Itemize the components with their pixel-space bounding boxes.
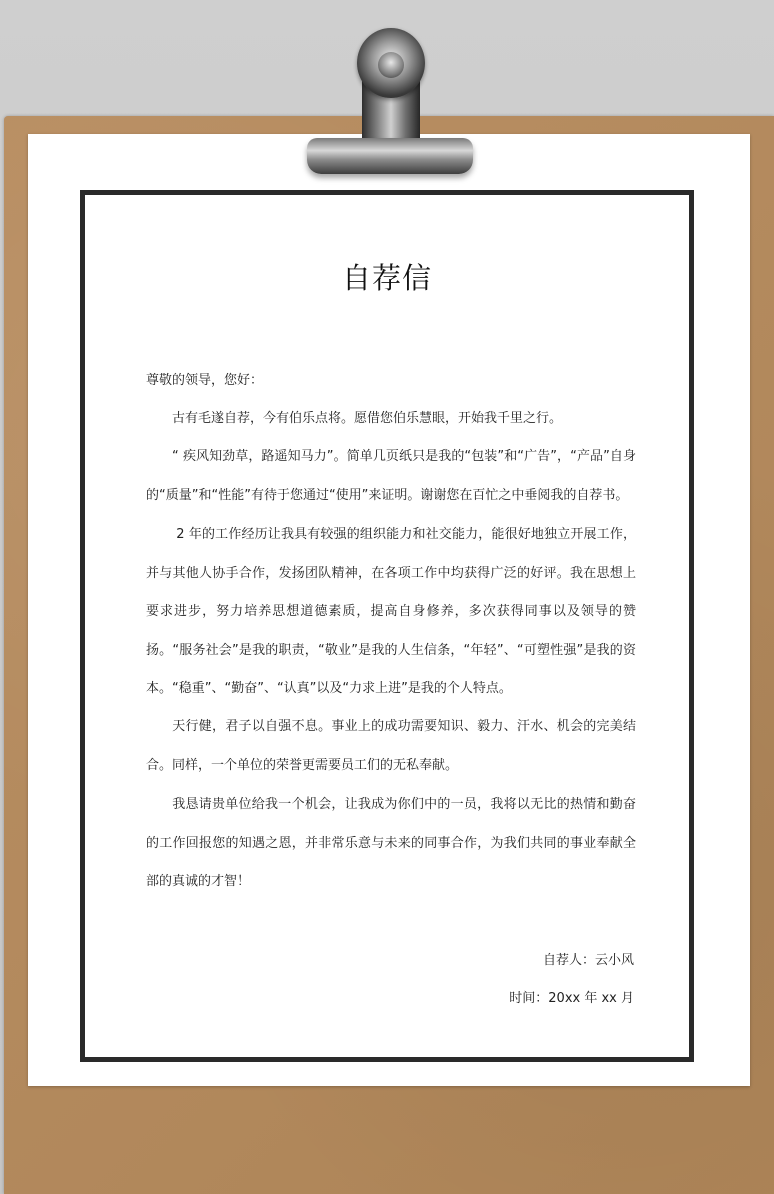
- binder-clip-rivet: [378, 52, 404, 78]
- letter-date: 时间：20xx 年 xx 月: [509, 991, 634, 1006]
- letter-paragraph: 古有毛遂自荐，今有伯乐点将。愿借您伯乐慧眼，开始我千里之行。: [172, 411, 563, 426]
- letter-paragraph: 我恳请贵单位给我一个机会，让我成为你们中的一员，我将以无比的热情和勤奋的工作回报您的知遇之恩，并非常乐意与未来的同事合作，为我们共同的事业奉献全部的真诚的才智！: [146, 797, 636, 889]
- letter-paragraph: 2 年的工作经历让我具有较强的组织能力和社交能力，能很好地独立开展工作，并与其他人协手合作，发扬团队精神，在各项工作中均获得广泛的好评。我在思想上要求进步，努力培养思想道德素质，提高自身修养，多次获得同事以及领导的赞扬。“服务社会”是我的职责，“敬业”是我的人生信条，“年轻”、“可塑性强”是我的资本。“稳重”、“勤奋”、“认真”以及“力求上进”是我的个人特点。: [146, 527, 636, 696]
- letter-greeting: 尊敬的领导，您好：: [146, 373, 264, 388]
- letter-paragraph: “ 疾风知劲草，路遥知马力”。简单几页纸只是我的“包装”和“广告”，“产品”自身的“质量”和“性能”有待于您通过“使用”来证明。谢谢您在百忙之中垂阅我的自荐书。: [146, 449, 636, 503]
- letter-paragraph: 天行健，君子以自强不息。事业上的成功需要知识、毅力、汗水、机会的完美结合。同样，一个单位的荣誉更需要员工们的无私奉献。: [146, 719, 636, 773]
- letter-title: 自荐信: [341, 261, 432, 295]
- binder-clip-jaw: [307, 138, 473, 174]
- signature: 自荐人：云小风: [542, 953, 634, 968]
